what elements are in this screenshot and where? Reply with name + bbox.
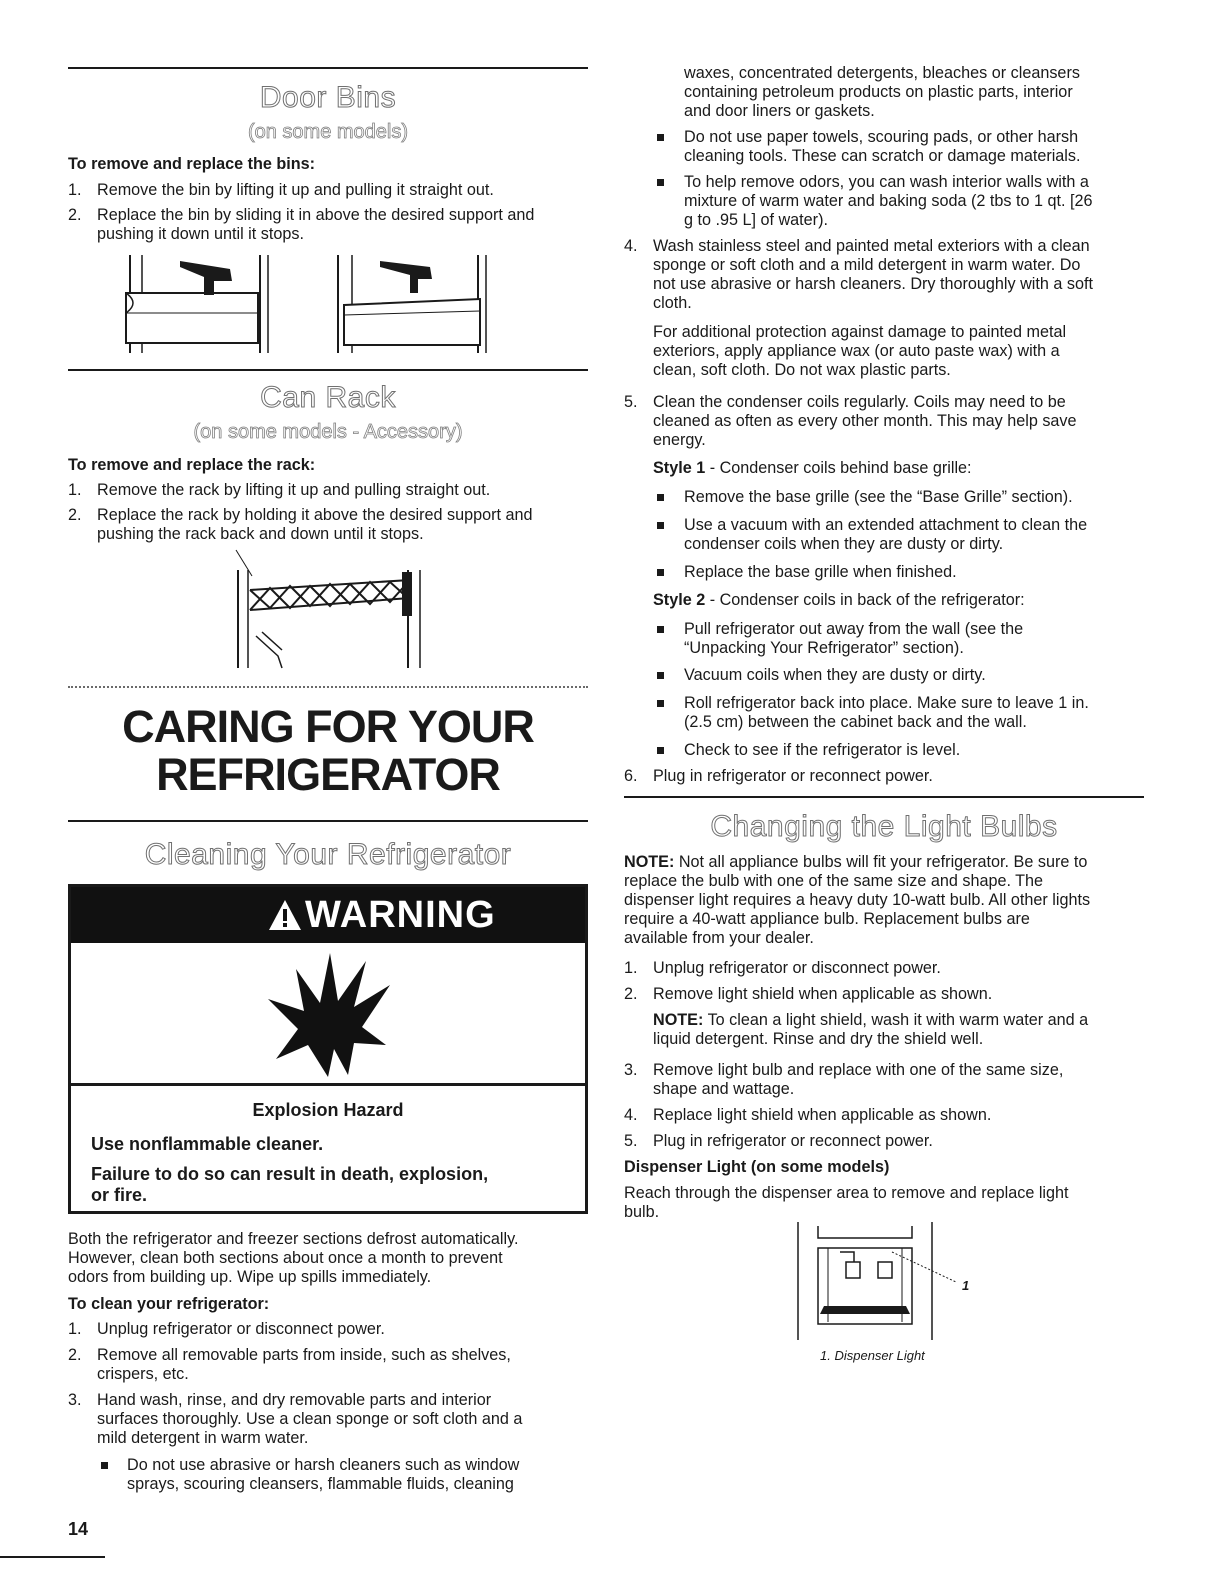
bullet-text: Remove the base grille (see the “Base Grille” section). bbox=[684, 488, 1073, 506]
heading-remove-rack: To remove and replace the rack: bbox=[68, 456, 316, 474]
style2-label: Style 2 bbox=[653, 591, 706, 609]
note-line bbox=[624, 853, 1087, 872]
hazard-line-2: Failure to do so can result in death, explosion, bbox=[91, 1164, 489, 1184]
step-number: 1. bbox=[68, 481, 82, 499]
style1-text: - Condenser coils behind base grille: bbox=[705, 459, 972, 477]
bullet-marker bbox=[657, 569, 664, 576]
step-text: Clean the condenser coils regularly. Coils may need to be bbox=[653, 393, 1066, 411]
bullet-text: Replace the base grille when finished. bbox=[684, 563, 957, 581]
bullet-marker bbox=[657, 494, 664, 501]
bullet-text: sprays, scouring cleansers, flammable fluids, cleaning bbox=[127, 1475, 514, 1493]
bullet-text: condenser coils when they are dusty or dirty. bbox=[684, 535, 1004, 553]
intro-text: odors from building up. Wipe up spills immediately. bbox=[68, 1268, 432, 1286]
warning-triangle-icon bbox=[267, 898, 303, 932]
figure-caption: 1. Dispenser Light bbox=[820, 1348, 925, 1363]
footer-rule bbox=[0, 1556, 105, 1558]
section-title-light-bulbs: Changing the Light Bulbs bbox=[710, 810, 1058, 843]
step-number: 2. bbox=[624, 985, 638, 1003]
step-text: Unplug refrigerator or disconnect power. bbox=[653, 959, 941, 977]
style1-label: Style 1 bbox=[653, 459, 706, 477]
heading-clean: To clean your refrigerator: bbox=[68, 1295, 270, 1313]
step-text: exteriors, apply appliance wax (or auto paste wax) with a bbox=[653, 342, 1060, 360]
step-number: 2. bbox=[68, 206, 82, 224]
bullet-text: To help remove odors, you can wash interior walls with a bbox=[684, 173, 1089, 191]
step-text: cleaned as often as every other month. This may help save bbox=[653, 412, 1077, 430]
step-text: Remove the bin by lifting it up and pulling it straight out. bbox=[97, 181, 494, 199]
step-text: pushing the rack back and down until it stops. bbox=[97, 525, 424, 543]
step-text: Replace the bin by sliding it in above the desired support and bbox=[97, 206, 535, 224]
step-text: Plug in refrigerator or reconnect power. bbox=[653, 767, 933, 785]
step-text: Remove light bulb and replace with one of the same size, bbox=[653, 1061, 1064, 1079]
step-number: 1. bbox=[68, 181, 82, 199]
step-text: Replace light shield when applicable as shown. bbox=[653, 1106, 992, 1124]
bullet-marker bbox=[657, 522, 664, 529]
hazard-line-3: or fire. bbox=[91, 1185, 148, 1205]
heading-remove-bins: To remove and replace the bins: bbox=[68, 155, 316, 173]
dotted-divider bbox=[68, 686, 588, 688]
note-text: replace the bulb with one of the same size and shape. The bbox=[624, 872, 1044, 890]
rule-light-bulbs bbox=[624, 796, 1144, 798]
note2-line bbox=[653, 1011, 1088, 1030]
bullet-text: Roll refrigerator back into place. Make sure to leave 1 in. bbox=[684, 694, 1089, 712]
step-number: 1. bbox=[68, 1320, 82, 1338]
bullet-text: (2.5 cm) between the cabinet back and the wall. bbox=[684, 713, 1027, 731]
dispenser-text: bulb. bbox=[624, 1203, 660, 1221]
bullet-marker bbox=[657, 134, 664, 141]
step-text: Remove the rack by lifting it up and pulling straight out. bbox=[97, 481, 491, 499]
bullet-text: cleaning tools. These can scratch or damage materials. bbox=[684, 147, 1081, 165]
bullet-text: “Unpacking Your Refrigerator” section). bbox=[684, 639, 964, 657]
note-text: require a 40-watt appliance bulb. Replacement bulbs are bbox=[624, 910, 1030, 928]
bullet-marker bbox=[657, 747, 664, 754]
step-number: 6. bbox=[624, 767, 638, 785]
bullet-text: Do not use abrasive or harsh cleaners such as window bbox=[127, 1456, 520, 1474]
step-number: 3. bbox=[68, 1391, 82, 1409]
step-text: Hand wash, rinse, and dry removable parts and interior bbox=[97, 1391, 492, 1409]
bullet-marker bbox=[657, 700, 664, 707]
step-number: 2. bbox=[68, 1346, 82, 1364]
bullet-text: Use a vacuum with an extended attachment to clean the bbox=[684, 516, 1088, 534]
bullet-marker bbox=[657, 672, 664, 679]
hazard-title: Explosion Hazard bbox=[252, 1100, 404, 1120]
step-text: shape and wattage. bbox=[653, 1080, 795, 1098]
step-text: mild detergent in warm water. bbox=[97, 1429, 309, 1447]
warning-divider bbox=[71, 1083, 585, 1086]
step-text: Remove all removable parts from inside, such as shelves, bbox=[97, 1346, 511, 1364]
step-text: pushing it down until it stops. bbox=[97, 225, 304, 243]
callout-number: 1 bbox=[962, 1278, 970, 1293]
step-text: cloth. bbox=[653, 294, 692, 312]
section-title-can-rack: Can Rack bbox=[260, 381, 396, 414]
dispenser-text: Reach through the dispenser area to remove and replace light bbox=[624, 1184, 1069, 1202]
main-title-line2: REFRIGERATOR bbox=[156, 749, 500, 800]
note2-text: liquid detergent. Rinse and dry the shield well. bbox=[653, 1030, 984, 1048]
continued-text: waxes, concentrated detergents, bleaches or cleansers bbox=[684, 64, 1080, 82]
bullet-text: Check to see if the refrigerator is level. bbox=[684, 741, 961, 759]
step-text: Remove light shield when applicable as shown. bbox=[653, 985, 993, 1003]
step-text: not use abrasive or harsh cleaners. Dry thoroughly with a soft bbox=[653, 275, 1093, 293]
bullet-text: Pull refrigerator out away from the wall (see the bbox=[684, 620, 1024, 638]
hazard-line-1: Use nonflammable cleaner. bbox=[91, 1134, 324, 1154]
step-number: 2. bbox=[68, 506, 82, 524]
continued-text: containing petroleum products on plastic parts, interior bbox=[684, 83, 1073, 101]
door-bin-illustration-right bbox=[330, 255, 490, 355]
bullet-marker bbox=[101, 1462, 108, 1469]
bullet-text: Vacuum coils when they are dusty or dirty. bbox=[684, 666, 986, 684]
step-number: 4. bbox=[624, 1106, 638, 1124]
can-rack-illustration bbox=[230, 550, 430, 670]
bullet-text: g to .95 L] of water). bbox=[684, 211, 828, 229]
note-text: dispenser light requires a heavy duty 10-watt bulb. All other lights bbox=[624, 891, 1091, 909]
step-text: Unplug refrigerator or disconnect power. bbox=[97, 1320, 385, 1338]
step-number: 5. bbox=[624, 1132, 638, 1150]
section-subtitle-can-rack: (on some models - Accessory) bbox=[193, 421, 463, 443]
section-title-door-bins: Door Bins bbox=[259, 81, 397, 114]
note-text: available from your dealer. bbox=[624, 929, 814, 947]
step-text: Plug in refrigerator or reconnect power. bbox=[653, 1132, 933, 1150]
dispenser-light-illustration bbox=[796, 1222, 966, 1342]
step-text: Replace the rack by holding it above the desired support and bbox=[97, 506, 533, 524]
step-number: 1. bbox=[624, 959, 638, 977]
bullet-marker bbox=[657, 179, 664, 186]
step-text: clean, soft cloth. Do not wax plastic parts. bbox=[653, 361, 951, 379]
bullet-text: mixture of warm water and baking soda (2 tbs to 1 qt. [26 bbox=[684, 192, 1093, 210]
step-number: 5. bbox=[624, 393, 638, 411]
explosion-icon bbox=[258, 949, 398, 1079]
bullet-marker bbox=[657, 626, 664, 633]
step-text: energy. bbox=[653, 431, 706, 449]
step-text: sponge or soft cloth and a mild detergent in warm water. Do bbox=[653, 256, 1081, 274]
rule-cleaning bbox=[68, 820, 588, 822]
note-text: Not all appliance bulbs will fit your refrigerator. Be sure to bbox=[674, 853, 1088, 871]
step-number: 4. bbox=[624, 237, 638, 255]
style1-line bbox=[653, 459, 972, 478]
step-text: surfaces thoroughly. Use a clean sponge or soft cloth and a bbox=[97, 1410, 523, 1428]
note2-label: NOTE: bbox=[653, 1011, 704, 1029]
style2-text: - Condenser coils in back of the refrigerator: bbox=[705, 591, 1025, 609]
step-number: 3. bbox=[624, 1061, 638, 1079]
rule-can-rack bbox=[68, 369, 588, 371]
note-label: NOTE: bbox=[624, 853, 675, 871]
rule-door-bins bbox=[68, 67, 588, 69]
intro-text: However, clean both sections about once a month to prevent bbox=[68, 1249, 503, 1267]
bullet-text: Do not use paper towels, scouring pads, or other harsh bbox=[684, 128, 1079, 146]
door-bin-illustration-left bbox=[120, 255, 270, 355]
step-text: Wash stainless steel and painted metal exteriors with a clean bbox=[653, 237, 1090, 255]
heading-dispenser-light: Dispenser Light (on some models) bbox=[624, 1158, 890, 1176]
style2-line bbox=[653, 591, 1025, 610]
intro-text: Both the refrigerator and freezer sections defrost automatically. bbox=[68, 1230, 519, 1248]
main-title-line1: CARING FOR YOUR bbox=[122, 701, 534, 752]
note2-text: To clean a light shield, wash it with warm water and a bbox=[703, 1011, 1089, 1029]
continued-text: and door liners or gaskets. bbox=[684, 102, 875, 120]
step-text: For additional protection against damage to painted metal bbox=[653, 323, 1067, 341]
warning-label: WARNING bbox=[305, 894, 496, 936]
page-number: 14 bbox=[68, 1519, 89, 1539]
warning-box bbox=[68, 884, 588, 1214]
section-subtitle-door-bins: (on some models) bbox=[247, 121, 409, 143]
step-text: crispers, etc. bbox=[97, 1365, 189, 1383]
section-title-cleaning: Cleaning Your Refrigerator bbox=[144, 838, 512, 871]
